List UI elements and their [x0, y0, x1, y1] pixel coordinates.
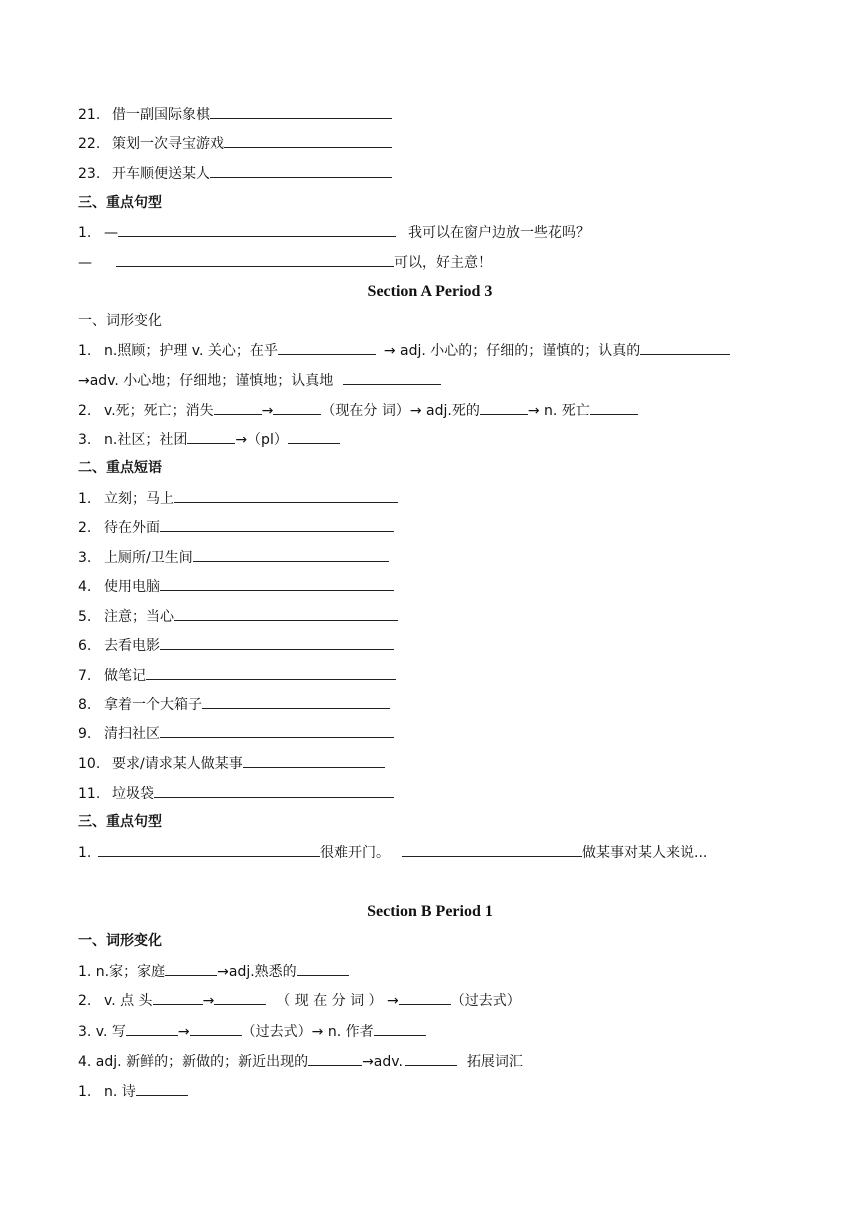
answer-blank[interactable]	[640, 340, 730, 355]
answer-blank[interactable]	[116, 252, 394, 267]
phrase-item: 6. 去看电影	[78, 635, 394, 656]
answer-blank[interactable]	[174, 606, 398, 621]
section-heading: 三、重点句型	[78, 195, 162, 211]
word-form-continuation: →adv. 小心地；仔细地；谨慎地；认真地	[78, 370, 441, 391]
answer-blank[interactable]	[193, 547, 389, 562]
answer-blank[interactable]	[153, 990, 203, 1005]
answer-blank[interactable]	[202, 694, 390, 709]
section-heading: 一、词形变化	[78, 933, 162, 949]
answer-blank[interactable]	[405, 1051, 457, 1066]
answer-blank[interactable]	[160, 517, 394, 532]
answer-blank[interactable]	[126, 1021, 178, 1036]
answer-blank[interactable]	[399, 990, 451, 1005]
section-heading: 一、词形变化	[78, 313, 162, 329]
section-heading: 三、重点句型	[78, 814, 162, 830]
answer-blank[interactable]	[160, 635, 394, 650]
answer-blank[interactable]	[154, 783, 394, 798]
answer-blank[interactable]	[136, 1081, 188, 1096]
answer-blank[interactable]	[210, 163, 392, 178]
answer-blank[interactable]	[160, 723, 394, 738]
word-form-item: 3. v. 写 → （过去式）→ n. 作者	[78, 1021, 426, 1042]
sentence-item: — 可以，好主意！	[78, 252, 492, 273]
answer-blank[interactable]	[590, 400, 638, 415]
section-title: Section B Period 1	[367, 903, 493, 920]
phrase-item: 11. 垃圾袋	[78, 783, 394, 804]
phrase-item: 7. 做笔记	[78, 665, 396, 686]
phrase-item: 1. 立刻；马上	[78, 488, 398, 509]
answer-blank[interactable]	[146, 665, 396, 680]
answer-blank[interactable]	[165, 961, 217, 976]
answer-blank[interactable]	[243, 753, 385, 768]
answer-blank[interactable]	[214, 400, 262, 415]
answer-blank[interactable]	[190, 1021, 242, 1036]
phrase-item: 2. 待在外面	[78, 517, 394, 538]
answer-blank[interactable]	[187, 429, 235, 444]
answer-blank[interactable]	[402, 842, 582, 857]
phrase-item: 5. 注意；当心	[78, 606, 398, 627]
phrase-item: 10. 要求/请求某人做某事	[78, 753, 385, 774]
answer-blank[interactable]	[118, 222, 396, 237]
phrase-item: 3. 上厕所/卫生间	[78, 547, 389, 568]
answer-blank[interactable]	[224, 133, 392, 148]
phrase-item: 21. 借一副国际象棋	[78, 104, 392, 125]
sentence-item: 1. — 我可以在窗户边放一些花吗？	[78, 222, 590, 243]
answer-blank[interactable]	[278, 340, 376, 355]
word-form-item: 4. adj. 新鲜的；新做的；新近出现的 →adv. 拓展词汇	[78, 1051, 523, 1072]
answer-blank[interactable]	[343, 370, 441, 385]
vocab-item: 1. n. 诗	[78, 1081, 188, 1102]
sentence-item: 1. 很难开门。 做某事对某人来说...	[78, 842, 707, 863]
answer-blank[interactable]	[210, 104, 392, 119]
answer-blank[interactable]	[480, 400, 528, 415]
answer-blank[interactable]	[374, 1021, 426, 1036]
phrase-item: 23. 开车顺便送某人	[78, 163, 392, 184]
word-form-item: 2. v.死；死亡；消失 → （现在分 词）→ adj.死的 → n. 死亡	[78, 400, 638, 421]
answer-blank[interactable]	[308, 1051, 362, 1066]
word-form-item: 1. n.家；家庭 →adj.熟悉的	[78, 961, 349, 982]
answer-blank[interactable]	[160, 576, 394, 591]
answer-blank[interactable]	[98, 842, 320, 857]
section-title: Section A Period 3	[367, 283, 493, 300]
word-form-item: 1. n.照顾；护理 v. 关心；在乎 → adj. 小心的；仔细的；谨慎的；认真的	[78, 340, 730, 361]
phrase-item: 22. 策划一次寻宝游戏	[78, 133, 392, 154]
answer-blank[interactable]	[297, 961, 349, 976]
word-form-item: 2. v. 点 头 → （ 现 在 分 词 ） → （过去式）	[78, 990, 521, 1011]
answer-blank[interactable]	[214, 990, 266, 1005]
answer-blank[interactable]	[174, 488, 398, 503]
answer-blank[interactable]	[288, 429, 340, 444]
section-heading: 二、重点短语	[78, 460, 162, 476]
answer-blank[interactable]	[273, 400, 321, 415]
phrase-item: 9. 清扫社区	[78, 723, 394, 744]
phrase-item: 8. 拿着一个大箱子	[78, 694, 390, 715]
word-form-item: 3. n.社区；社团 →（pl）	[78, 429, 340, 450]
phrase-item: 4. 使用电脑	[78, 576, 394, 597]
